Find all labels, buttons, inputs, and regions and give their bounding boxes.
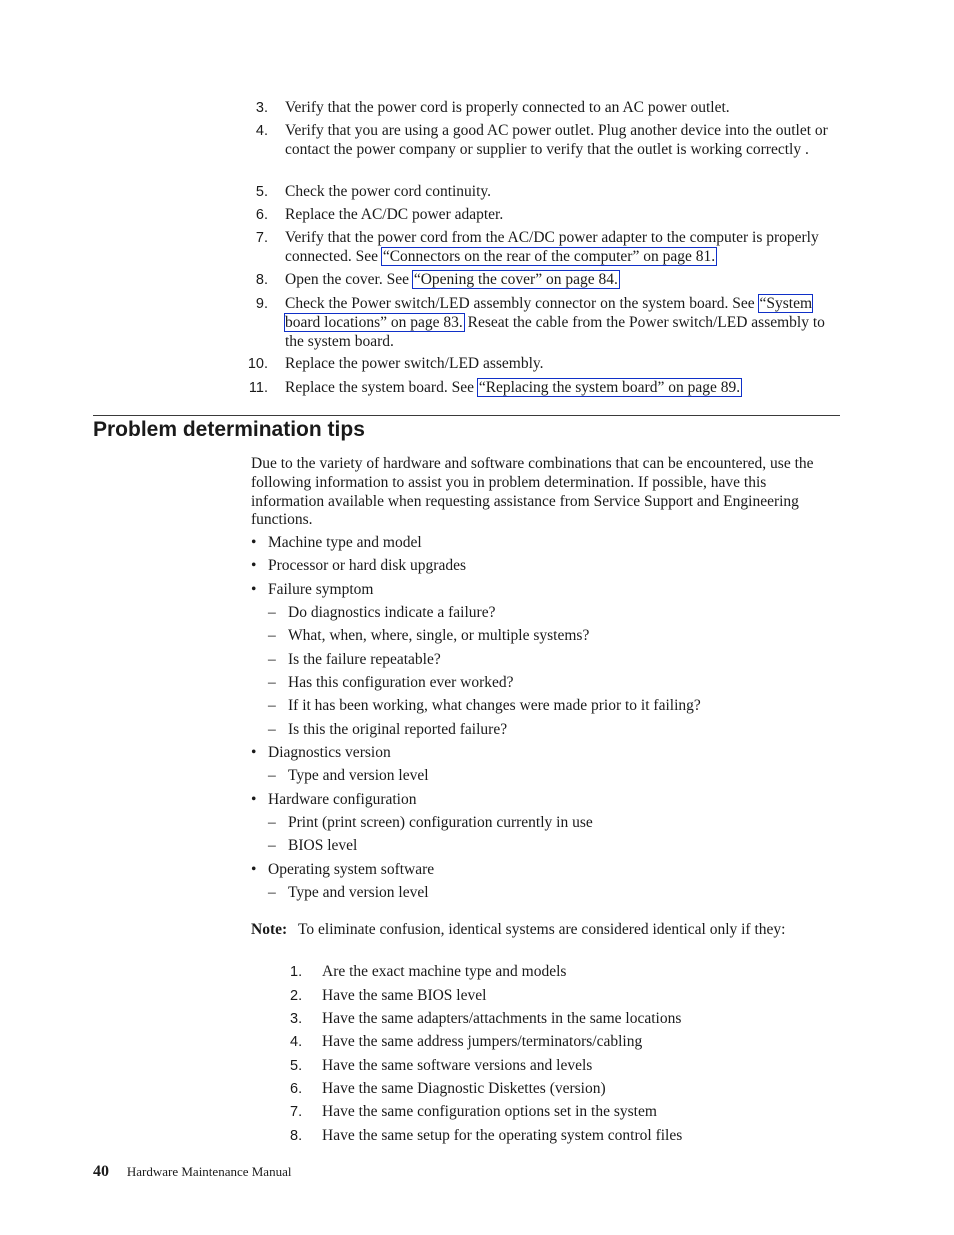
note-criteria-item — [290, 1127, 790, 1146]
bullet-marker: • — [251, 791, 257, 808]
checklist-text: Print (print screen) configuration currently in use — [288, 814, 593, 831]
criteria-number: 3. — [290, 1011, 303, 1027]
checklist-subitem — [268, 814, 593, 833]
checklist-text: If it has been working, what changes were made prior to it failing? — [288, 697, 701, 714]
bullet-marker: • — [251, 534, 257, 551]
checklist-text: BIOS level — [288, 837, 358, 854]
manual-title: Hardware Maintenance Manual — [126, 1164, 292, 1179]
step-text: Verify that you are using a good AC power outlet. Plug another device into the outlet or contact the power company or supplier to verify that the outlet is working correctly . — [285, 122, 828, 158]
checklist-subitem — [268, 697, 701, 716]
criteria-number: 7. — [290, 1104, 303, 1120]
procedure-step — [250, 99, 840, 118]
procedure-step — [250, 229, 840, 267]
intro-paragraph: Due to the variety of hardware and software combinations that can be encountered, use the following information to assist you in problem determination. If possible, have this information available when requesting assistance from Service Support and Engineering functions. — [251, 455, 814, 529]
procedure-step — [250, 271, 840, 290]
note-criteria-item — [290, 987, 790, 1006]
step-number: 10. — [247, 356, 268, 372]
note-criteria-item — [290, 1010, 790, 1029]
step-number: 5. — [255, 184, 268, 200]
criteria-text: Have the same software versions and levels — [322, 1057, 593, 1074]
checklist-text: Machine type and model — [268, 534, 422, 551]
criteria-text: Have the same adapters/attachments in the same locations — [322, 1010, 682, 1027]
checklist-text: Is the failure repeatable? — [288, 651, 441, 668]
step-number: 3. — [255, 100, 268, 116]
checklist-text: Diagnostics version — [268, 744, 391, 761]
bullet-marker: • — [251, 861, 257, 878]
criteria-number: 6. — [290, 1081, 303, 1097]
step-text: Replace the AC/DC power adapter. — [285, 206, 504, 223]
step-text: Open the cover. See “Opening the cover” on page 84. — [285, 271, 618, 288]
note-criteria-item — [290, 1033, 790, 1052]
step-text: Check the power cord continuity. — [285, 183, 492, 200]
section-divider — [93, 415, 840, 416]
note-block — [251, 921, 821, 940]
step-text: Verify that the power cord from the AC/DC power adapter to the computer is properly connected. See “Connectors on the rear of the computer” on page 81. — [285, 229, 819, 265]
checklist-subitem — [268, 651, 441, 670]
step-number: 4. — [255, 123, 268, 139]
bullet-marker: • — [251, 581, 257, 598]
procedure-step — [247, 355, 840, 374]
checklist-text: Type and version level — [288, 767, 429, 784]
step-number: 8. — [255, 272, 268, 288]
criteria-text: Have the same configuration options set in the system — [322, 1103, 657, 1120]
checklist-item — [251, 581, 373, 600]
checklist-text: Hardware configuration — [268, 791, 417, 808]
checklist-item — [251, 534, 422, 553]
criteria-number: 1. — [290, 964, 303, 980]
checklist-subitem — [268, 837, 357, 856]
checklist-subitem — [268, 674, 514, 693]
dash-marker: – — [268, 837, 276, 854]
cross-reference-link[interactable]: “Connectors on the rear of the computer” on page 81. — [382, 247, 716, 265]
bullet-marker: • — [251, 557, 257, 574]
note-text: To eliminate confusion, identical systems are considered identical only if they: — [298, 921, 786, 938]
step-text: Check the Power switch/LED assembly connector on the system board. See “System board locations” on page 83. Reseat the cable from the Power switch/LED assembly to the system board. — [285, 295, 825, 350]
checklist-subitem — [268, 604, 495, 623]
criteria-text: Have the same Diagnostic Diskettes (version) — [322, 1080, 606, 1097]
dash-marker: – — [268, 767, 276, 784]
procedure-step — [250, 379, 840, 398]
note-criteria-item — [290, 1057, 790, 1076]
note-criteria-item — [290, 1080, 790, 1099]
checklist-item — [251, 791, 416, 810]
procedure-step — [250, 295, 840, 351]
dash-marker: – — [268, 884, 276, 901]
checklist-text: Type and version level — [288, 884, 429, 901]
dash-marker: – — [268, 651, 276, 668]
note-label: Note: — [251, 921, 288, 938]
step-text: Replace the power switch/LED assembly. — [285, 355, 544, 372]
checklist-item — [251, 744, 391, 763]
page-footer — [93, 1163, 291, 1181]
checklist-subitem — [268, 767, 429, 786]
checklist-item — [251, 861, 434, 880]
checklist-text: Do diagnostics indicate a failure? — [288, 604, 496, 621]
dash-marker: – — [268, 721, 276, 738]
criteria-number: 2. — [290, 988, 303, 1004]
checklist-subitem — [268, 884, 429, 903]
criteria-text: Have the same setup for the operating system control files — [322, 1127, 683, 1144]
criteria-text: Are the exact machine type and models — [322, 963, 567, 980]
cross-reference-link[interactable]: “Opening the cover” on page 84. — [413, 271, 618, 288]
page-number: 40 — [93, 1163, 109, 1180]
criteria-text: Have the same address jumpers/terminators/cabling — [322, 1033, 643, 1050]
checklist-text: Is this the original reported failure? — [288, 721, 508, 738]
checklist-text: What, when, where, single, or multiple systems? — [288, 627, 590, 644]
step-text: Verify that the power cord is properly connected to an AC power outlet. — [285, 99, 730, 116]
step-number: 9. — [255, 296, 268, 312]
dash-marker: – — [268, 697, 276, 714]
checklist-text: Operating system software — [268, 861, 435, 878]
criteria-number: 8. — [290, 1128, 303, 1144]
checklist-item — [251, 557, 466, 576]
dash-marker: – — [268, 604, 276, 621]
procedure-step — [250, 122, 840, 160]
dash-marker: – — [268, 627, 276, 644]
criteria-number: 4. — [290, 1034, 303, 1050]
procedure-step — [250, 206, 840, 225]
step-number: 7. — [255, 230, 268, 246]
bullet-marker: • — [251, 744, 257, 761]
note-criteria-item — [290, 1103, 790, 1122]
note-criteria-item — [290, 963, 790, 982]
criteria-text: Have the same BIOS level — [322, 987, 487, 1004]
step-number: 11. — [248, 380, 268, 396]
dash-marker: – — [268, 674, 276, 691]
checklist-subitem — [268, 721, 507, 740]
cross-reference-link[interactable]: “Replacing the system board” on page 89. — [478, 379, 741, 396]
step-text: Replace the system board. See “Replacing the system board” on page 89. — [285, 379, 741, 396]
checklist-subitem — [268, 627, 589, 646]
dash-marker: – — [268, 814, 276, 831]
procedure-step — [250, 183, 840, 202]
cross-reference-link[interactable]: “System board locations” on page 83. — [285, 295, 813, 331]
criteria-number: 5. — [290, 1058, 303, 1074]
checklist-text: Processor or hard disk upgrades — [268, 557, 467, 574]
checklist-text: Has this configuration ever worked? — [288, 674, 514, 691]
section-heading: Problem determination tips — [93, 418, 365, 441]
step-number: 6. — [255, 207, 268, 223]
checklist-text: Failure symptom — [268, 581, 374, 598]
